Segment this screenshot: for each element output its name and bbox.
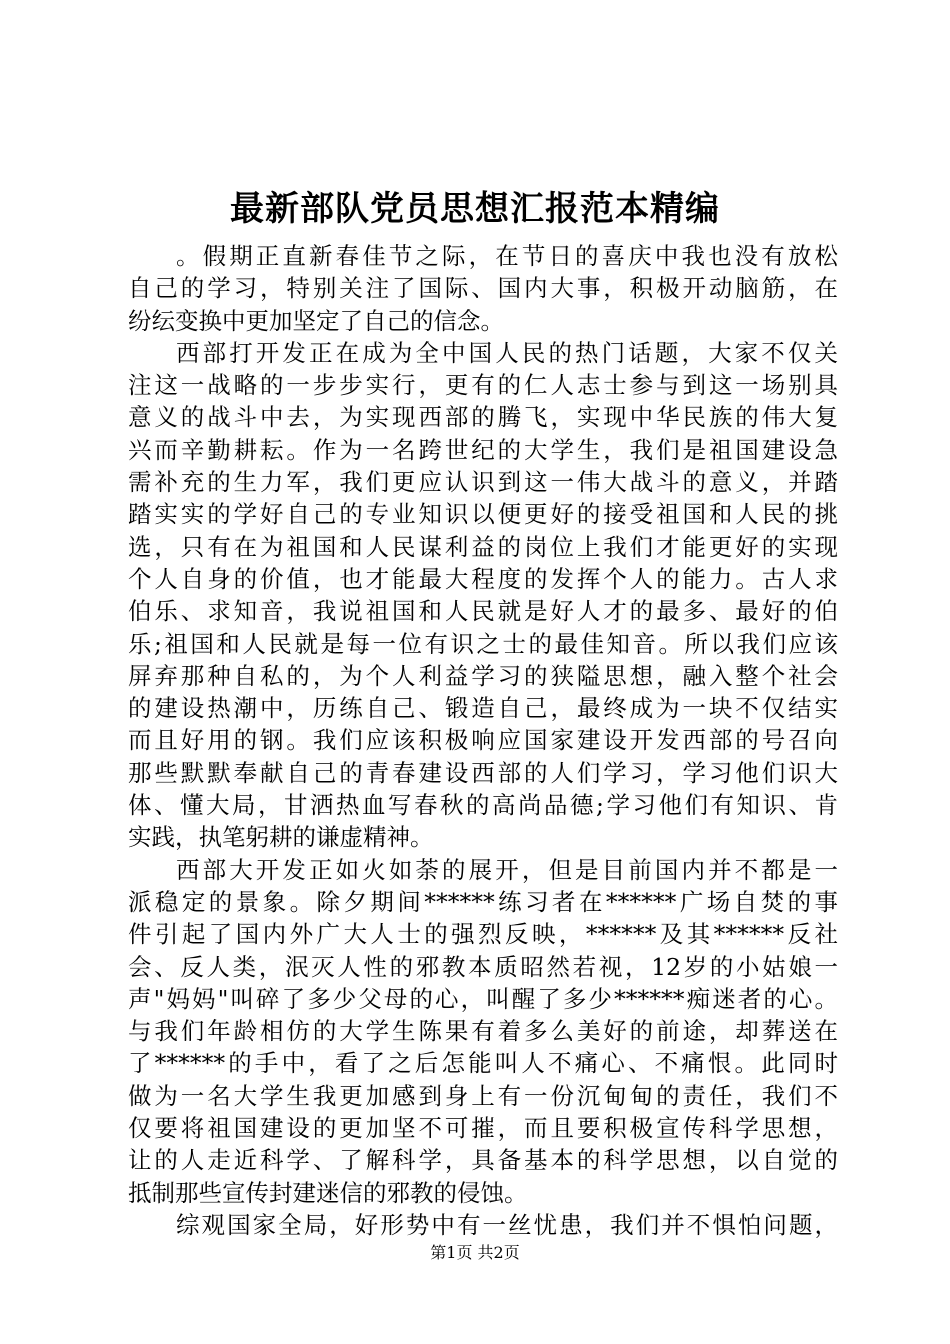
text-line: 屏弃那种自私的，为个人利益学习的狭隘思想，融入整个社会 (128, 661, 838, 690)
text-line: 体、懂大局，甘洒热血写春秋的高尚品德;学习他们有知识、肯 (128, 791, 838, 820)
text-line: 意义的战斗中去，为实现西部的腾飞，实现中华民族的伟大复 (128, 403, 838, 432)
page-number-footer: 第1页 共2页 (430, 1243, 520, 1262)
text-line: 需补充的生力军，我们更应认识到这一伟大战斗的意义，并踏 (128, 468, 838, 497)
text-line: 伯乐、求知音，我说祖国和人民就是好人才的最多、最好的伯 (128, 597, 838, 626)
text-line: 那些默默奉献自己的青春建设西部的人们学习，学习他们识大 (128, 758, 838, 787)
text-line: 派稳定的景象。除夕期间******练习者在******广场自焚的事 (128, 887, 838, 916)
text-line: 件引起了国内外广大人士的强烈反映，******及其******反社 (128, 920, 838, 949)
text-line: 乐;祖国和人民就是每一位有识之士的最佳知音。所以我们应该 (128, 629, 838, 658)
text-line: 让的人走近科学、了解科学，具备基本的科学思想，以自觉的 (128, 1146, 838, 1175)
text-line: 会、反人类，泯灭人性的邪教本质昭然若视，12岁的小姑娘一 (128, 952, 838, 981)
text-line: 与我们年龄相仿的大学生陈果有着多么美好的前途，却葬送在 (128, 1017, 838, 1046)
text-line: 实践，执笔躬耕的谦虚精神。 (128, 823, 434, 852)
text-line: 西部打开发正在成为全中国人民的热门话题，大家不仅关 (176, 338, 838, 367)
text-line: 个人自身的价值，也才能最大程度的发挥个人的能力。古人求 (128, 564, 838, 593)
text-line: 的建设热潮中，历练自己、锻造自己，最终成为一块不仅结实 (128, 694, 838, 723)
text-line: 兴而辛勤耕耘。作为一名跨世纪的大学生，我们是祖国建设急 (128, 435, 838, 464)
text-line: 西部大开发正如火如荼的展开，但是目前国内并不都是一 (176, 855, 838, 884)
text-line: 。假期正直新春佳节之际，在节日的喜庆中我也没有放松 (176, 242, 838, 270)
text-line: 而且好用的钢。我们应该积极响应国家建设开发西部的号召向 (128, 726, 838, 755)
text-line: 声"妈妈"叫碎了多少父母的心，叫醒了多少******痴迷者的心。 (128, 984, 838, 1013)
text-line: 纷纭变换中更加坚定了自己的信念。 (128, 306, 504, 335)
text-line: 自己的学习，特别关注了国际、国内大事，积极开动脑筋，在 (128, 274, 838, 303)
text-line: 注这一战略的一步步实行，更有的仁人志士参与到这一场别具 (128, 371, 838, 400)
text-line: 踏实实的学好自己的专业知识以便更好的接受祖国和人民的挑 (128, 500, 838, 529)
document-title: 最新部队党员思想汇报范本精编 (230, 189, 720, 229)
text-line: 抵制那些宣传封建迷信的邪教的侵蚀。 (128, 1178, 528, 1207)
text-line: 了******的手中，看了之后怎能叫人不痛心、不痛恨。此同时 (128, 1049, 838, 1078)
text-line: 仅要将祖国建设的更加坚不可摧，而且要积极宣传科学思想， (128, 1114, 838, 1143)
text-line: 做为一名大学生我更加感到身上有一份沉甸甸的责任，我们不 (128, 1081, 838, 1110)
document-body (128, 240, 838, 1241)
text-line: 综观国家全局，好形势中有一丝忧患，我们并不惧怕问题， (176, 1210, 838, 1239)
text-line: 选，只有在为祖国和人民谋利益的岗位上我们才能更好的实现 (128, 532, 838, 561)
